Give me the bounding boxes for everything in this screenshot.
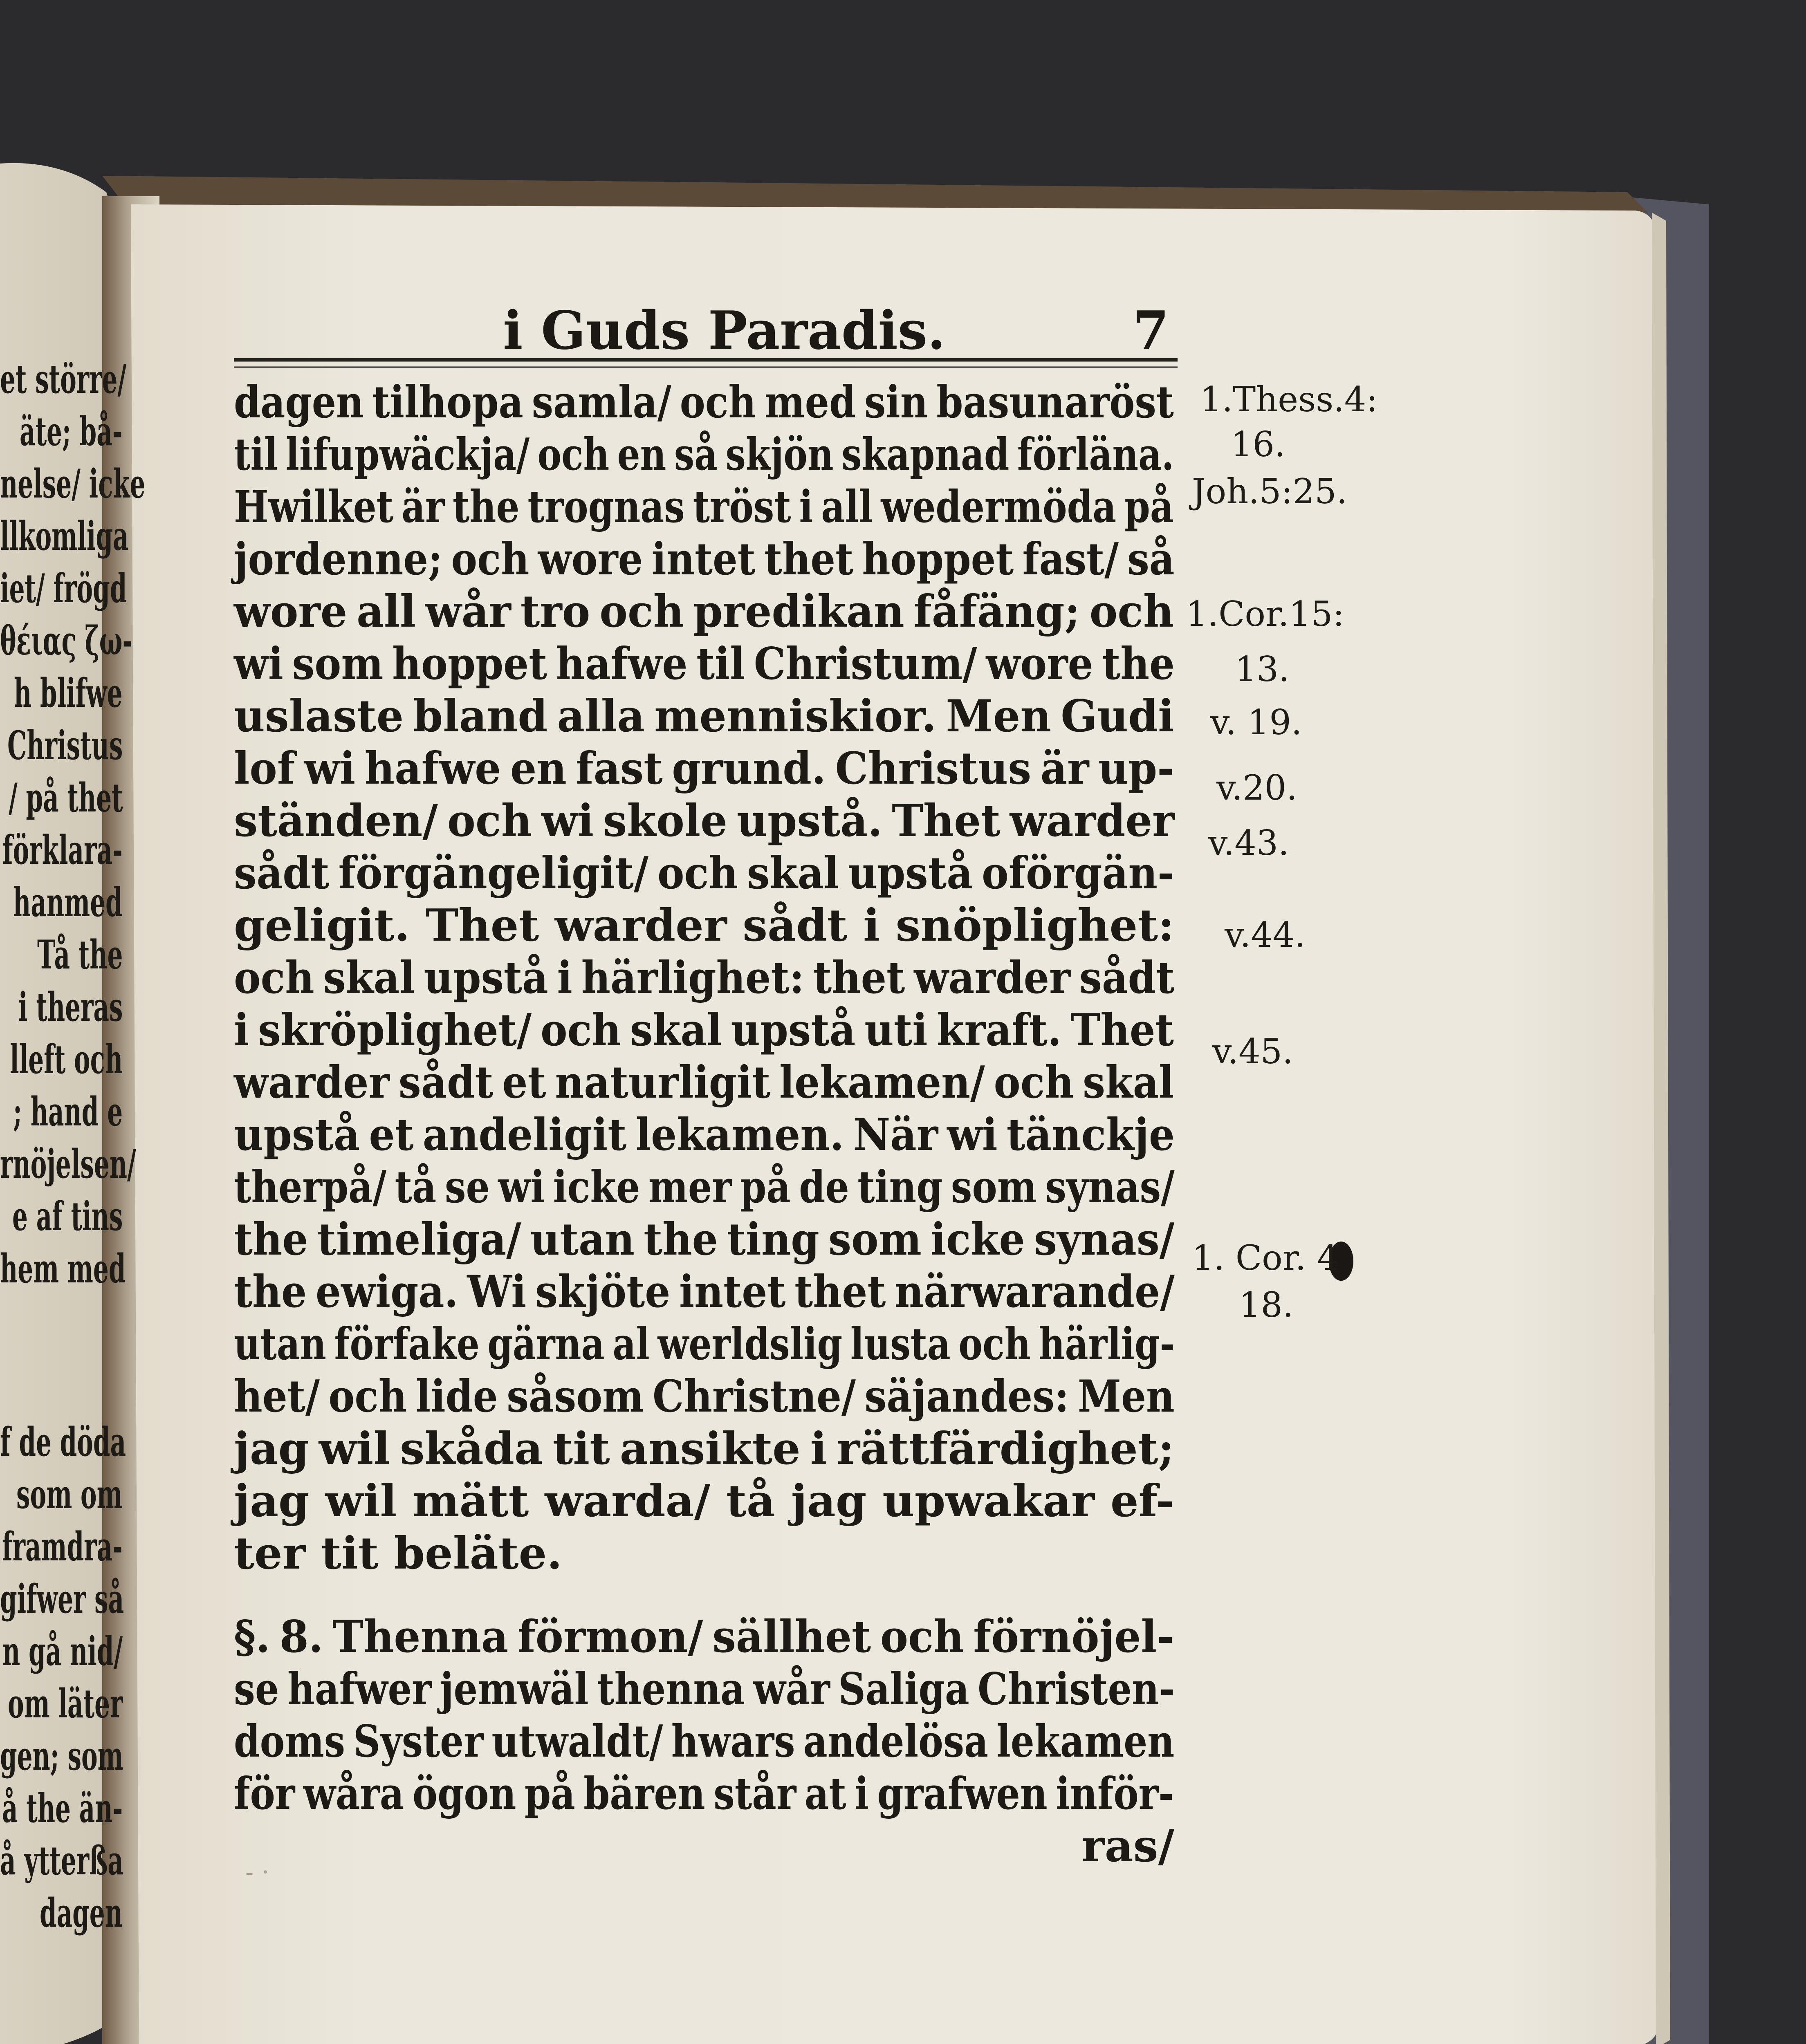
word: sådt	[234, 847, 330, 899]
word: ständen/	[234, 795, 438, 847]
word: skröplighet/	[258, 1004, 532, 1056]
left-page-line: e af tins	[12, 1193, 123, 1239]
word: wåra	[303, 1768, 404, 1820]
word: dagen	[234, 377, 364, 428]
word: med	[765, 377, 856, 428]
word: tå	[726, 1475, 775, 1527]
left-page-line: som om	[16, 1471, 123, 1517]
word: och	[451, 533, 529, 585]
word: wore	[986, 638, 1093, 690]
margin-note: 18.	[1239, 1285, 1294, 1325]
word: skal	[747, 847, 839, 899]
word: som	[951, 1161, 1037, 1213]
word: ting	[857, 1161, 943, 1213]
word: ögon	[412, 1768, 516, 1820]
word: icke	[931, 1214, 1025, 1265]
word: i	[863, 900, 880, 951]
word: upstå	[848, 847, 973, 899]
word: upstå	[234, 1109, 360, 1161]
word: Thet	[425, 900, 539, 951]
word: på	[740, 1161, 791, 1213]
word: för	[234, 1768, 295, 1820]
margin-note: v. 19.	[1210, 702, 1302, 742]
margin-note: v.20.	[1216, 768, 1297, 808]
word: wi	[234, 638, 283, 690]
word: menniskior.	[654, 690, 937, 742]
word: jag	[234, 1475, 310, 1527]
word: och	[447, 795, 532, 847]
word: thenna	[597, 1663, 745, 1715]
word: thet	[764, 533, 854, 585]
word: uslaste	[234, 690, 404, 742]
word: sällhet	[712, 1611, 871, 1663]
word: och	[1089, 586, 1174, 637]
word: upstå	[424, 952, 548, 1004]
word: Saliga	[838, 1663, 969, 1715]
word: tänckje	[1006, 1109, 1175, 1161]
word: en	[510, 743, 567, 794]
word: tröst	[693, 481, 791, 533]
word: uti	[864, 1004, 928, 1056]
word: Men	[1077, 1371, 1175, 1422]
word: et	[369, 1109, 414, 1161]
word: oförgän-	[981, 847, 1174, 899]
word: och	[680, 377, 756, 428]
margin-note: Joh.5:25.	[1192, 471, 1348, 511]
word: bären	[583, 1768, 705, 1820]
word: härlighet:	[581, 952, 805, 1004]
word: wi	[304, 743, 356, 794]
word: När	[853, 1109, 938, 1161]
left-page-line: gen; som	[0, 1733, 123, 1779]
word: och	[599, 586, 684, 637]
word: lusta	[850, 1318, 951, 1370]
margin-note: 13.	[1235, 649, 1290, 689]
word: alla	[557, 690, 645, 742]
word: jordenne;	[234, 533, 443, 585]
word: fast	[576, 743, 663, 794]
left-page-line: förklara-	[2, 827, 123, 873]
word: inför-	[1056, 1768, 1174, 1820]
word: ansikte	[619, 1423, 801, 1475]
word: hafwer	[287, 1663, 432, 1715]
margin-note: 1.Cor.15:	[1186, 594, 1344, 634]
word: wi	[947, 1109, 998, 1161]
word: som	[828, 1214, 922, 1265]
word: grafwen	[877, 1768, 1048, 1820]
word: skapnad	[841, 429, 1010, 480]
word: ef-	[1110, 1475, 1174, 1527]
word: intet	[679, 1266, 786, 1318]
left-page-line: äte; bå-	[20, 408, 123, 455]
word: the	[234, 1214, 308, 1265]
word: synas/	[1034, 1214, 1175, 1265]
word: förgängeligit/	[338, 847, 648, 899]
margin-note: v.44.	[1225, 915, 1306, 955]
word: lof	[234, 743, 295, 794]
word: och	[958, 1318, 1031, 1370]
word: ter tit beläte.	[234, 1528, 562, 1579]
word: hafwe	[364, 743, 501, 794]
word: och	[234, 952, 314, 1004]
left-page-line: ; hand e	[13, 1089, 123, 1135]
running-head: i Guds Paradis.	[503, 300, 946, 361]
word: Men	[946, 690, 1052, 742]
word: wil	[319, 1423, 390, 1475]
word: fåfäng;	[913, 586, 1080, 637]
word: timeliga/	[317, 1214, 521, 1265]
word: tilhopa	[372, 377, 523, 428]
word: på	[524, 1768, 575, 1820]
word: hafwe	[556, 638, 688, 690]
word: lekamen	[996, 1716, 1175, 1767]
word: Thet	[1070, 1004, 1174, 1056]
word: Christne/	[652, 1371, 856, 1422]
margin-note: v.45.	[1212, 1031, 1293, 1071]
word: rättfärdighet;	[837, 1423, 1175, 1475]
word: til	[234, 429, 278, 480]
word: the	[644, 1214, 718, 1265]
page-number: 7	[1133, 300, 1169, 361]
word: utan	[234, 1318, 326, 1370]
left-page-line: θέιας ζω-	[0, 618, 133, 664]
word: up-	[1098, 743, 1175, 794]
word: förfake	[334, 1318, 480, 1370]
word: Christum/	[754, 638, 977, 690]
word: Christen-	[978, 1663, 1175, 1715]
word: ting	[727, 1214, 819, 1265]
left-page-line: å ytterßa	[0, 1838, 123, 1884]
word: mätt	[413, 1475, 529, 1527]
word: hoppet	[862, 533, 1014, 585]
word: på	[1124, 481, 1174, 533]
word: skåda	[399, 1423, 543, 1475]
word: utan	[530, 1214, 635, 1265]
word: wedermöda	[881, 481, 1117, 533]
word: the	[234, 1266, 307, 1318]
word: thet	[813, 952, 905, 1004]
word: basunaröst	[936, 377, 1174, 428]
word: så	[1127, 533, 1175, 585]
word: wore	[234, 586, 348, 637]
word: Christus	[835, 743, 1032, 794]
left-page-line: / på thet	[8, 775, 123, 821]
word: warder	[1010, 795, 1175, 847]
word: Gudi	[1061, 690, 1174, 742]
word: ras/	[1081, 1820, 1174, 1872]
word: at	[804, 1768, 846, 1820]
left-page-line: Tå the	[37, 932, 123, 978]
word: intet	[651, 533, 756, 585]
word: förläna.	[1017, 429, 1174, 480]
left-page-line: iet/ frögd	[0, 565, 127, 612]
word: wil	[325, 1475, 397, 1527]
word: skal	[323, 952, 415, 1004]
left-page-line: f de döda	[0, 1419, 126, 1465]
word: upstå.	[736, 795, 883, 847]
word: thet	[794, 1266, 886, 1318]
word: lifupwäckja/	[285, 429, 530, 480]
word: predikan	[693, 586, 904, 637]
word: i	[855, 1768, 869, 1820]
word: jag	[791, 1475, 867, 1527]
word: såsom	[507, 1371, 644, 1422]
word: wi	[498, 1161, 545, 1213]
word: jemwäl	[440, 1663, 589, 1715]
word: de	[799, 1161, 849, 1213]
word: warda/	[545, 1475, 711, 1527]
word: förnöjel-	[973, 1611, 1174, 1663]
word: andelösa	[803, 1716, 989, 1767]
word: gärna	[487, 1318, 605, 1370]
left-page-line: Christus	[7, 722, 123, 769]
word: sådt	[1079, 952, 1175, 1004]
word: fast/	[1022, 533, 1119, 585]
word: ewiga.	[315, 1266, 458, 1318]
word: sådt	[398, 1057, 494, 1108]
word: §.	[234, 1611, 270, 1663]
left-page-line: lleft och	[9, 1036, 123, 1083]
word: wore	[538, 533, 643, 585]
left-page-line: rnöjelsen/	[0, 1141, 136, 1187]
word: utwaldt/	[491, 1716, 663, 1767]
margin-note: v.43.	[1208, 823, 1289, 863]
left-page-line: gifwer så	[0, 1576, 124, 1622]
word: wår	[425, 586, 511, 637]
word: synas/	[1045, 1161, 1175, 1213]
word: skjön	[725, 429, 834, 480]
left-page-line: hanmed	[13, 879, 123, 926]
word: lekamen/	[779, 1057, 985, 1108]
word: tå	[395, 1161, 437, 1213]
word: se	[444, 1161, 490, 1213]
word: wår	[753, 1663, 830, 1715]
word: therpå/	[234, 1161, 387, 1213]
word: förmon/	[517, 1611, 703, 1663]
word: warder	[554, 900, 727, 951]
word: närwarande/	[895, 1266, 1175, 1318]
word: i	[799, 481, 813, 533]
word: se	[234, 1663, 279, 1715]
left-page-line: dagen	[40, 1890, 123, 1936]
word: warder	[234, 1057, 390, 1108]
word: naturligit	[555, 1057, 771, 1108]
body-line	[234, 1820, 1174, 1881]
word: til	[696, 638, 745, 690]
word: lekamen.	[635, 1109, 844, 1161]
word: härlig-	[1039, 1318, 1175, 1370]
left-page-line: h blifwe	[14, 670, 123, 716]
word: all	[821, 481, 873, 533]
word: sådt	[743, 900, 848, 951]
word: icke	[553, 1161, 640, 1213]
margin-note: 16.	[1231, 424, 1286, 464]
word: the	[1102, 638, 1175, 690]
word: wi	[541, 795, 594, 847]
word: och	[657, 847, 738, 899]
word: i	[234, 1004, 249, 1056]
word: warder	[914, 952, 1070, 1004]
word: et	[502, 1057, 546, 1108]
left-page-line: framdra-	[2, 1524, 123, 1570]
word: är	[401, 481, 445, 533]
left-page-line: i theras	[18, 984, 123, 1030]
word: Syster	[353, 1716, 484, 1767]
word: en	[617, 429, 666, 480]
word: geligit.	[234, 900, 410, 951]
left-page-line: et större/	[0, 356, 127, 402]
body-line	[234, 1768, 1174, 1829]
word: jag	[234, 1423, 309, 1475]
word: Hwilket	[234, 481, 394, 533]
margin-note: 1.Thess.4:	[1200, 379, 1378, 419]
word: werldslig	[657, 1318, 843, 1370]
word: the	[453, 481, 520, 533]
word: het/	[234, 1371, 320, 1422]
word: upstå	[731, 1004, 856, 1056]
word: samla/	[532, 377, 671, 428]
word: står	[713, 1768, 796, 1820]
left-page-line: llkomliga	[0, 513, 129, 559]
word: i	[557, 952, 572, 1004]
word: skjöte	[535, 1266, 671, 1318]
word: snöplighet:	[895, 900, 1174, 951]
word: och	[540, 1004, 621, 1056]
left-page-line: hem med	[0, 1246, 126, 1292]
left-page-line: n gå nid/	[2, 1628, 123, 1674]
word: grund.	[672, 743, 826, 794]
word: Thenna	[332, 1611, 509, 1663]
word: hwars	[671, 1716, 795, 1767]
word: kraft.	[936, 1004, 1062, 1056]
word: och	[537, 429, 610, 480]
word: skole	[603, 795, 727, 847]
word: al	[612, 1318, 650, 1370]
word: tro	[520, 586, 590, 637]
word: och	[880, 1611, 964, 1663]
margin-note: 1. Cor. 4	[1192, 1238, 1339, 1278]
word: trognas	[527, 481, 685, 533]
word: tit	[552, 1423, 610, 1475]
word: och	[994, 1057, 1074, 1108]
word: 8.	[279, 1611, 323, 1663]
left-page-line: å the än-	[2, 1785, 123, 1831]
word: är	[1040, 743, 1089, 794]
word: all	[357, 586, 416, 637]
word: och	[328, 1371, 407, 1422]
word: hoppet	[392, 638, 547, 690]
word: skal	[1082, 1057, 1174, 1108]
word: skal	[630, 1004, 722, 1056]
left-page-line: nelse/ icke	[0, 461, 146, 507]
word: sin	[864, 377, 928, 428]
left-page-line: om läter	[7, 1681, 123, 1727]
word: lide	[415, 1371, 498, 1422]
show-through-mark: - ·	[245, 1858, 269, 1887]
body-line	[234, 1528, 1174, 1589]
word: bland	[413, 690, 548, 742]
word: som	[292, 638, 384, 690]
word: upwakar	[882, 1475, 1095, 1527]
word: andeligit	[422, 1109, 627, 1161]
word: doms	[234, 1716, 345, 1767]
word: i	[810, 1423, 827, 1475]
word: Thet	[892, 795, 1001, 847]
word: mer	[648, 1161, 732, 1213]
word: Wi	[467, 1266, 527, 1318]
word: så	[674, 429, 718, 480]
word: säjandes:	[864, 1371, 1069, 1422]
